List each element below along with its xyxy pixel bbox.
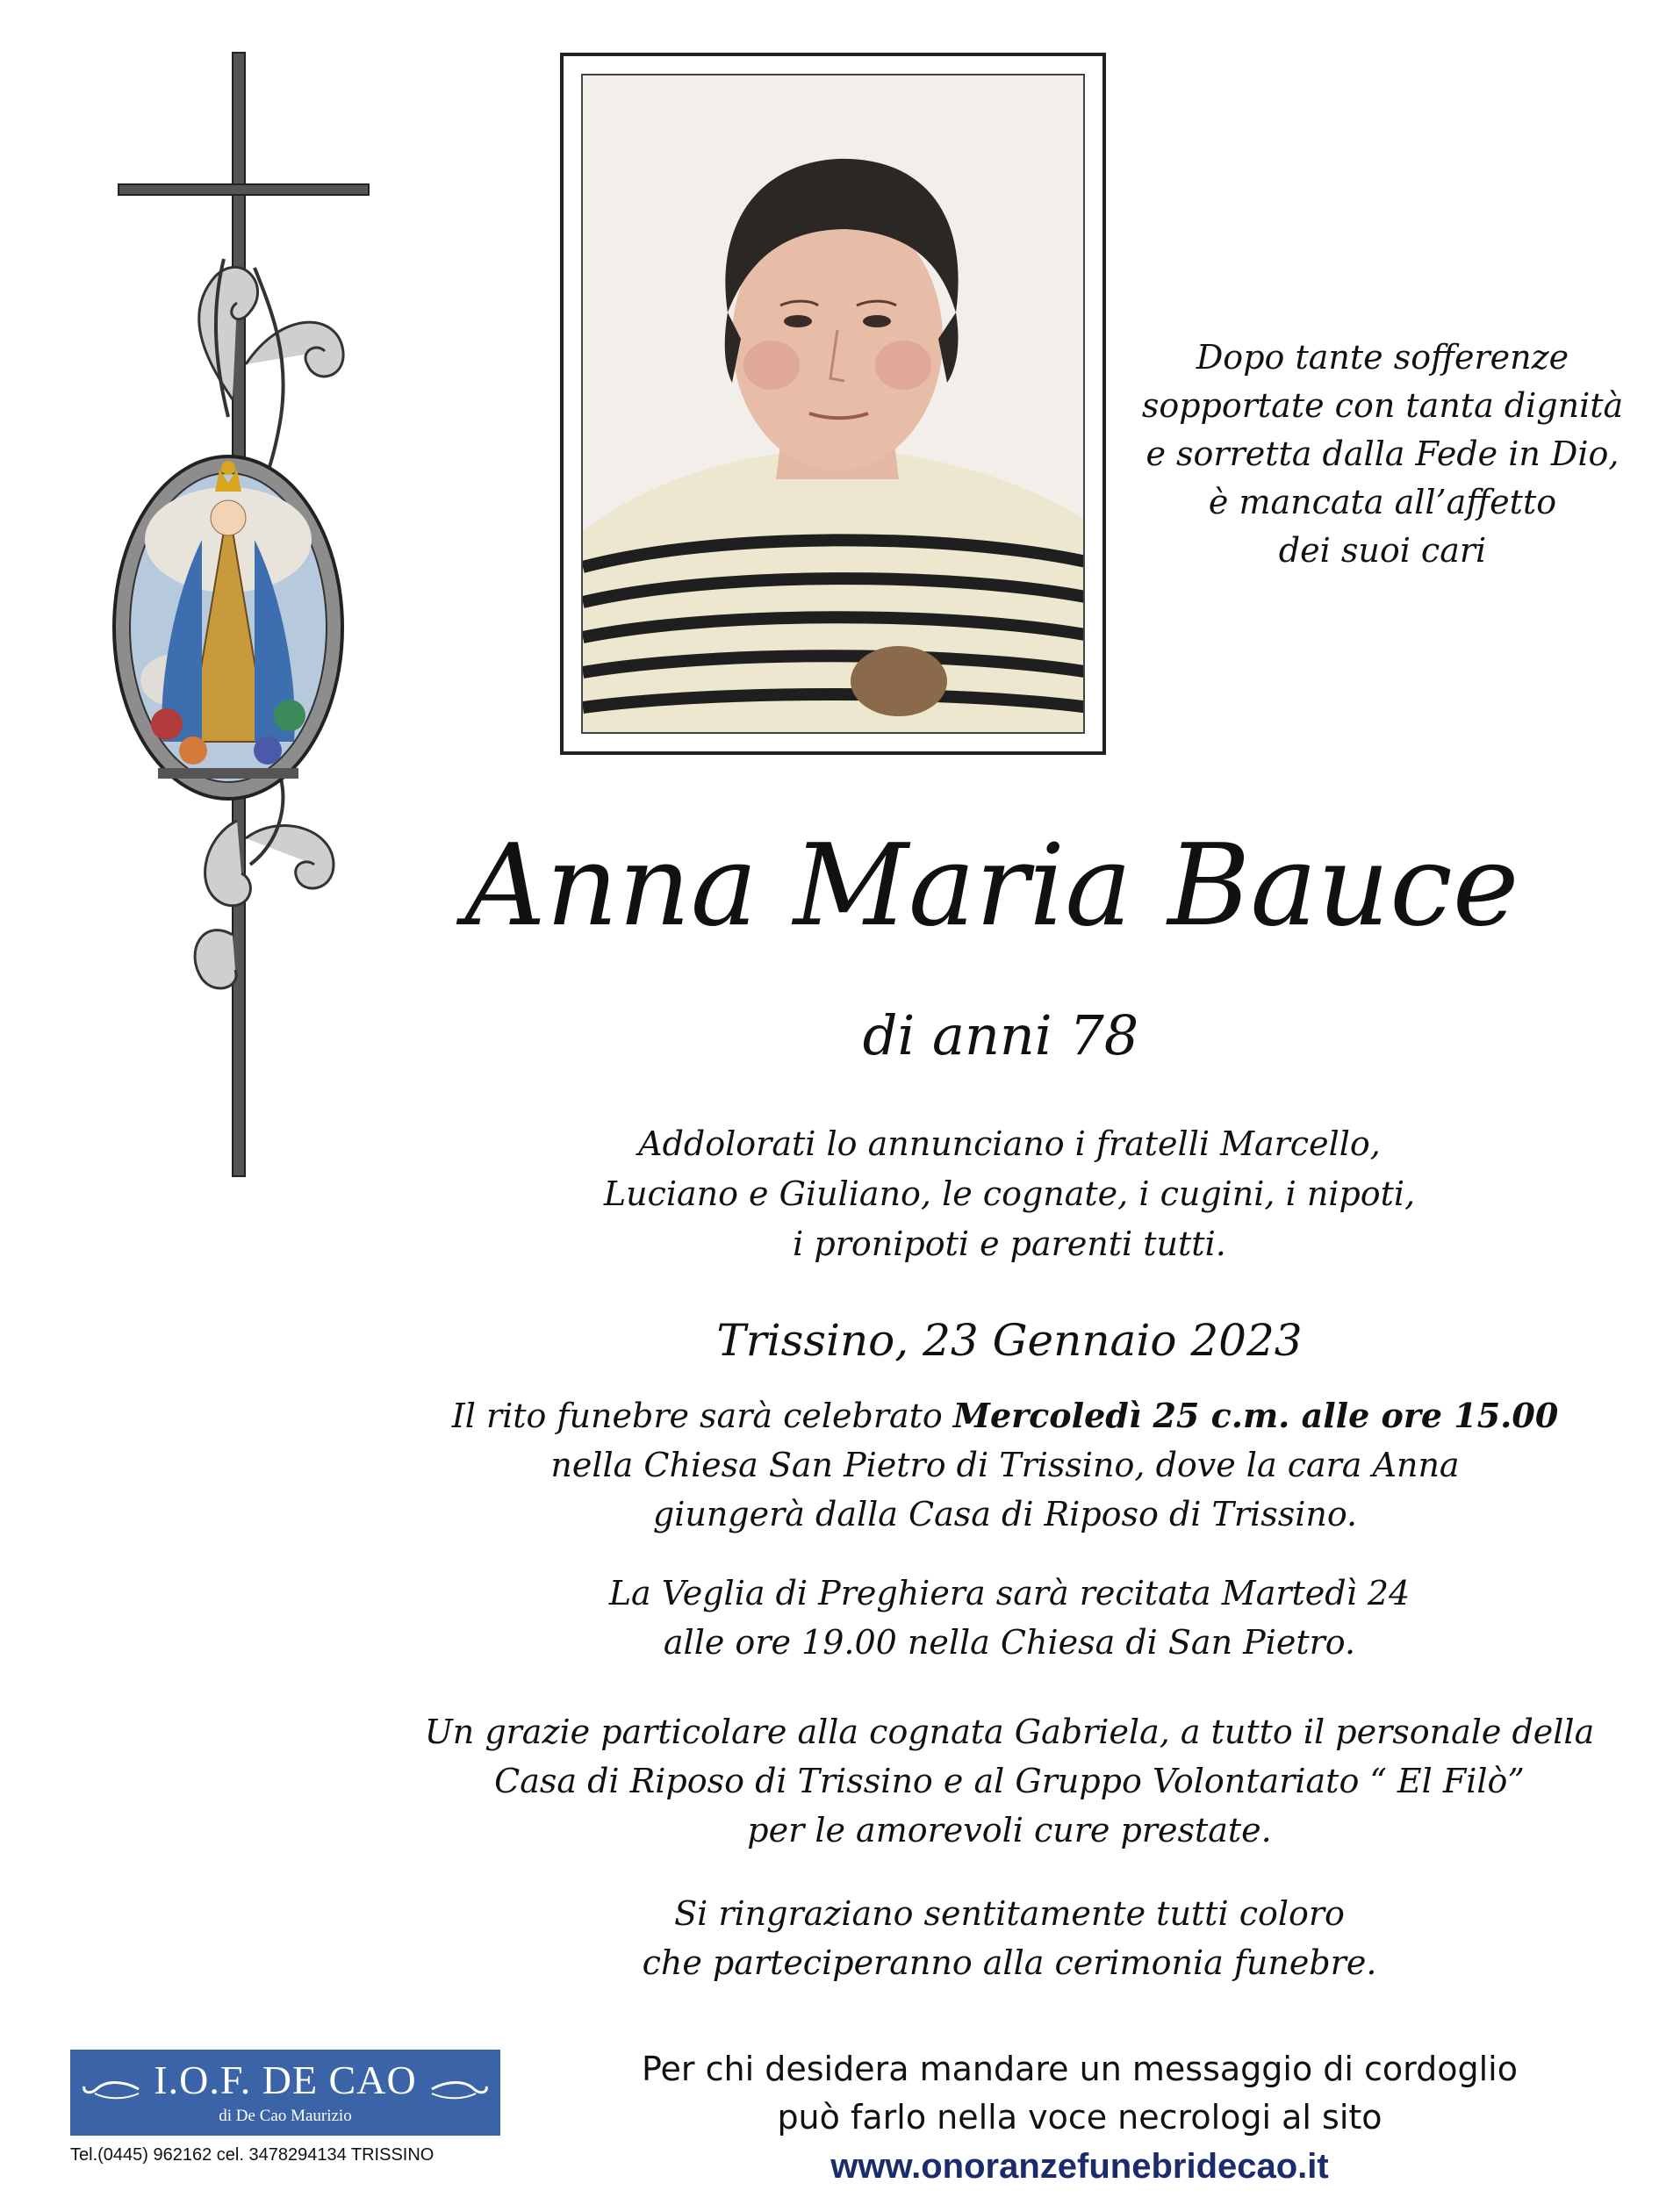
closing-line: Si ringraziano sentitamente tutti coloro xyxy=(674,1894,1345,1933)
quote-line: Dopo tante sofferenze xyxy=(1196,338,1569,377)
thanks-line: per le amorevoli cure prestate. xyxy=(747,1811,1272,1849)
rite-line: giungerà dalla Casa di Riposo di Trissino. xyxy=(652,1495,1358,1533)
deceased-age: di anni 78 xyxy=(862,1003,1139,1067)
thanks-line: Casa di Riposo di Trissino e al Gruppo Volontariato “ El Filò” xyxy=(494,1762,1525,1800)
announcement-line: Luciano e Giuliano, le cognate, i cugini, i nipoti, xyxy=(603,1174,1416,1213)
quote-line: e sorretta dalla Fede in Dio, xyxy=(1146,434,1620,473)
quote-line: sopportate con tanta dignità xyxy=(1141,386,1624,425)
closing-thanks xyxy=(439,1889,1580,1987)
announcement-line: i pronipoti e parenti tutti. xyxy=(793,1224,1226,1263)
thanks-line: Un grazie particolare alla cognata Gabriela, a tutto il personale della xyxy=(424,1713,1595,1751)
condolence-note xyxy=(527,2045,1633,2142)
quote-line: dei suoi cari xyxy=(1278,531,1487,570)
funeral-home-logo xyxy=(70,2050,500,2136)
logo-subtitle: di De Cao Maurizio xyxy=(219,2107,352,2125)
announcement-line: Addolorati lo annunciano i fratelli Marcello, xyxy=(638,1124,1381,1163)
funeral-rite-info xyxy=(334,1391,1659,1539)
vigil-line: alle ore 19.00 nella Chiesa di San Pietro. xyxy=(663,1623,1356,1662)
prayer-vigil-info xyxy=(439,1569,1580,1667)
quote-line: è mancata all’affetto xyxy=(1208,483,1557,521)
cross-icon xyxy=(70,48,386,1189)
special-thanks xyxy=(228,1707,1659,1855)
rite-line: nella Chiesa San Pietro di Trissino, dove la cara Anna xyxy=(550,1446,1460,1484)
condolence-line: Per chi desidera mandare un messaggio di cordoglio xyxy=(641,2050,1518,2088)
condolence-line: può farlo nella voce necrologi al sito xyxy=(777,2098,1382,2137)
vigil-line: La Veglia di Preghiera sarà recitata Martedì 24 xyxy=(608,1574,1411,1612)
memorial-quote xyxy=(1132,334,1633,575)
place-and-date: Trissino, 23 Gennaio 2023 xyxy=(716,1315,1303,1366)
portrait-photo xyxy=(560,53,1106,755)
cross-ornament xyxy=(70,48,386,1189)
deceased-name: Anna Maria Bauce xyxy=(464,821,1519,952)
madonna-medallion-icon xyxy=(114,456,342,799)
logo-name: I.O.F. DE CAO xyxy=(154,2058,417,2102)
rite-datetime: Mercoledì 25 c.m. alle ore 15.00 xyxy=(952,1396,1559,1435)
family-announcement xyxy=(439,1119,1580,1269)
contact-info: Tel.(0445) 962162 cel. 3478294134 TRISSINO xyxy=(70,2145,434,2165)
rite-line xyxy=(334,1391,1659,1440)
rite-text: Il rito funebre sarà celebrato xyxy=(451,1397,953,1435)
website-link[interactable]: www.onoranzefunebridecao.it xyxy=(830,2147,1329,2186)
closing-line: che parteciperanno alla cerimonia funebre. xyxy=(642,1943,1377,1982)
